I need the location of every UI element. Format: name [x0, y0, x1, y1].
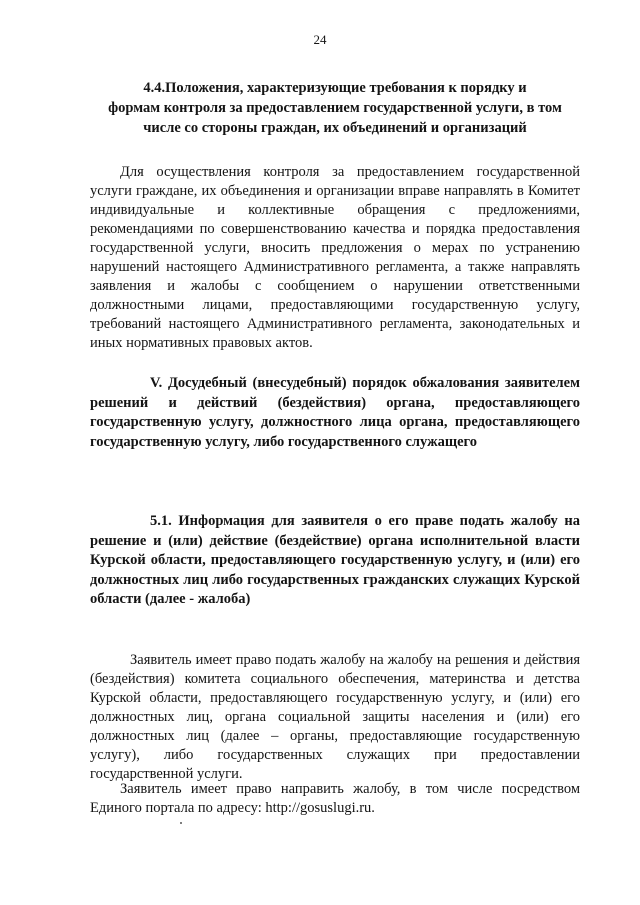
section-5-1-body-paragraph-1: Заявитель имеет право подать жалобу на жалобу на решения и действия (бездействия) комитета социального обеспечения, материнства и детства Курской области, предоставляющего государственную услугу, и (или) его должностных лиц, органа социальной защиты населения и (или) его должностных лиц (далее – органы, предоставляющие государственную услугу), либо государственных служащих при предоставлении государственной услуги.: [90, 652, 580, 782]
section-4-4-body: Для осуществления контроля за предоставлением государственной услуги граждане, их объединения и организации вправе направлять в Комитет индивидуальные и коллективные обращения с предложениями, рекомендациями по совершенствованию качества и порядка предоставления государственной услуги, вносить предложения о мерах по устранению нарушений настоящего Административного регламента, а также направлять заявления и жалобы с сообщением о нарушении ответственными должностными лицами, предоставляющими государственную услугу, требований настоящего Административного регламента, законодательных и иных нормативных правовых актов.: [90, 164, 580, 351]
page-number: 24: [313, 32, 327, 47]
scan-speck: [180, 822, 182, 824]
section-4-4-heading-line3: числе со стороны граждан, их объединений и организаций: [143, 120, 527, 136]
section-4-4-heading-line1: 4.4.Положения, характеризующие требования к порядку и: [143, 80, 527, 96]
section-4-4-heading-line2: формам контроля за предоставлением государственной услуги, в том: [108, 100, 562, 116]
section-4-4-heading: [90, 78, 580, 138]
section-5-heading: V. Досудебный (внесудебный) порядок обжалования заявителем решений и действий (бездействия) органа, предоставляющего государственную услугу, должностного лица органа, предоставляющего государственную услугу, либо государственного служащего: [90, 375, 580, 450]
section-5-1-body-paragraph-2: Заявитель имеет право направить жалобу, в том числе посредством Единого портала по адресу: http://gosuslugi.ru.: [90, 781, 580, 816]
section-5-1-heading: 5.1. Информация для заявителя о его праве подать жалобу на решение и (или) действие (бездействие) органа исполнительной власти Курской области, предоставляющего государственную услугу, и (или) его должностных лиц либо государственных гражданских служащих Курской области (далее - жалоба): [90, 513, 580, 607]
